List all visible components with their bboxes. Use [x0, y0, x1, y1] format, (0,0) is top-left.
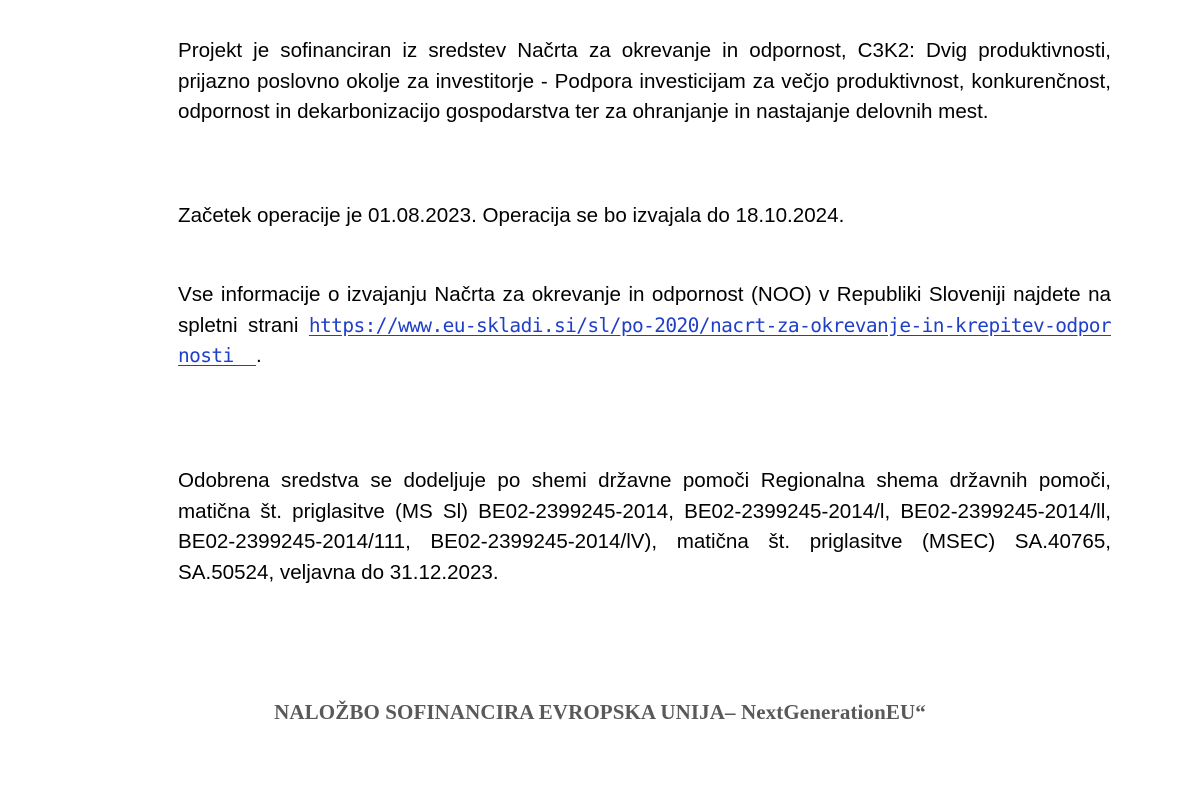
state-aid-paragraph: Odobrena sredstva se dodeljuje po shemi državne pomoči Regionalna shema državnih pomoči, matična št. priglasitve (MS Sl) BE02-2399245-2014, BE02-2399245-2014/l, BE02-2399245-2014/ll, BE02-2399245-2014/111, BE02-2399245-2014/lV), matična št. priglasitve (MSEC) SA.40765, SA.50524, veljavna do 31.12.2023. — [178, 469, 1111, 584]
eu-funding-footer: NALOŽBO SOFINANCIRA EVROPSKA UNIJA– NextGenerationEU“ — [274, 700, 926, 724]
information-period: . — [255, 344, 262, 367]
information-paragraph — [178, 280, 1111, 372]
eu-skladi-link[interactable]: https://www.eu-skladi.si/sl/po-2020/nacrt-za-okrevanje-in-krepitev-odpornosti — [178, 313, 1111, 367]
cofinancing-paragraph: Projekt je sofinanciran iz sredstev Načrta za okrevanje in odpornost, C3K2: Dvig produktivnosti, prijazno poslovno okolje za investitorje - Podpora investicijam za večjo produktivnost, konkurenčnost, odpornost in dekarbonizacijo gospodarstva ter za ohranjanje in nastajanje delovnih mest. — [178, 39, 1111, 123]
information-text: Vse informacije o izvajanju Načrta za okrevanje in odpornost (NOO) v Republiki Sloveniji najdete na spletni strani — [178, 283, 1111, 337]
operation-duration-paragraph: Začetek operacije je 01.08.2023. Operacija se bo izvajala do 18.10.2024. — [178, 204, 845, 227]
